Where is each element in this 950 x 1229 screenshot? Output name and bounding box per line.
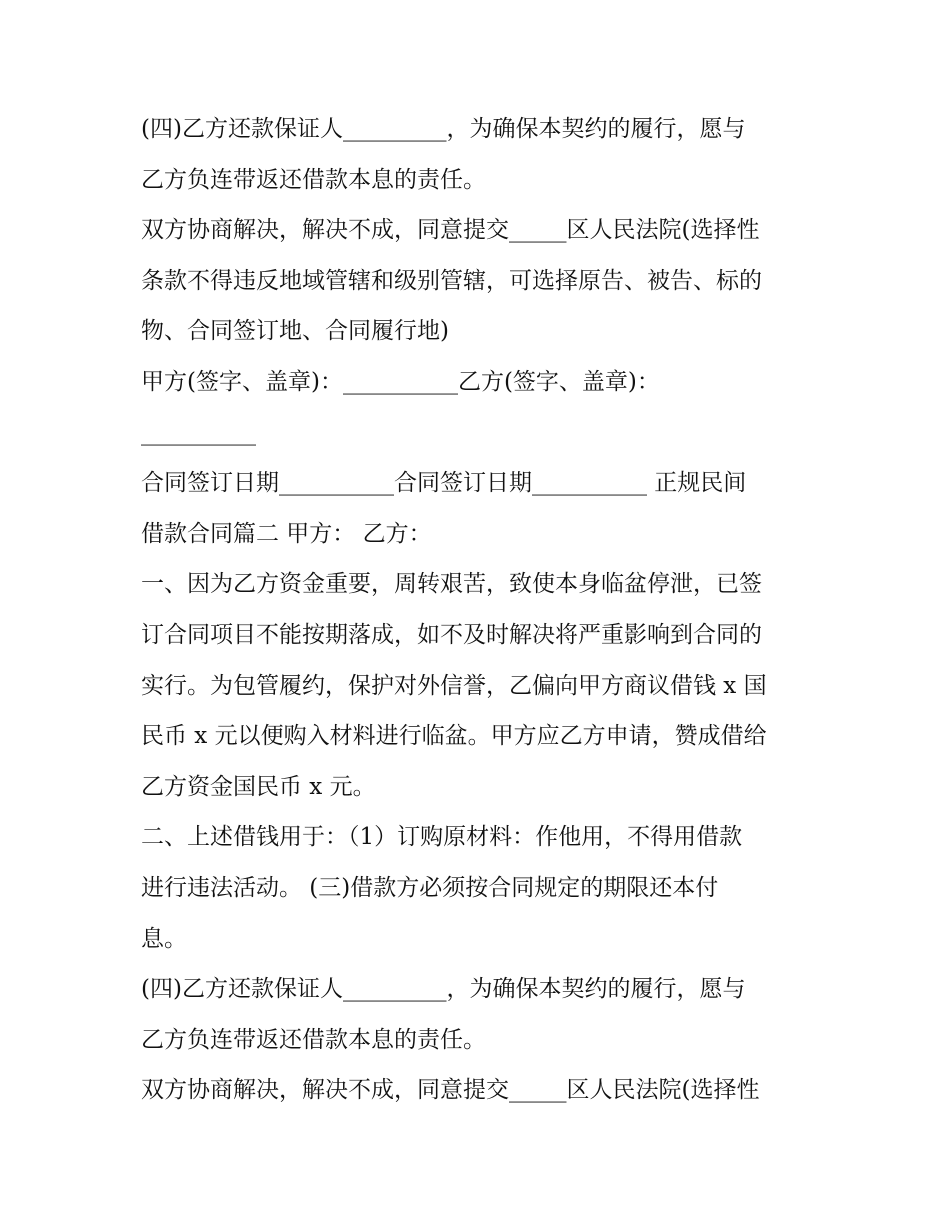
text-line: 二、上述借钱用于：（1）订购原材料：作他用，不得用借款 xyxy=(141,824,743,851)
text-line: 条款不得违反地域管辖和级别管辖，可选择原告、被告、标的 xyxy=(141,267,762,294)
text-line: 乙方负连带返还借款本息的责任。 xyxy=(141,1026,486,1053)
text-line: __________ xyxy=(141,419,256,446)
text-line: 乙方负连带返还借款本息的责任。 xyxy=(141,166,486,193)
text-line: 订合同项目不能按期落成，如不及时解决将严重影响到合同的 xyxy=(141,621,762,648)
text-line: 一、因为乙方资金重要，周转艰苦，致使本身临盆停泄，已签 xyxy=(141,571,762,598)
text-line: (四)乙方还款保证人_________，为确保本契约的履行，愿与 xyxy=(141,976,746,1003)
text-line: 物、合同签订地、合同履行地) xyxy=(141,318,449,345)
text-line: 甲方(签字、盖章)：__________乙方(签字、盖章)： xyxy=(141,368,660,395)
text-line: 民币 x 元以便购入材料进行临盆。甲方应乙方申请，赞成借给 xyxy=(141,723,767,750)
text-line: 息。 xyxy=(141,925,187,952)
text-line: 借款合同篇二 甲方： 乙方： xyxy=(141,520,432,547)
text-line: 双方协商解决，解决不成，同意提交_____区人民法院(选择性 xyxy=(141,217,760,244)
text-line: 进行违法活动。 (三)借款方必须按合同规定的期限还本付 xyxy=(141,874,719,901)
text-line: 乙方资金国民币 x 元。 xyxy=(141,773,376,800)
text-line: (四)乙方还款保证人_________，为确保本契约的履行，愿与 xyxy=(141,116,746,142)
text-line: 实行。为包管履约，保护对外信誉，乙偏向甲方商议借钱 x 国 xyxy=(141,672,767,699)
text-line: 合同签订日期__________合同签订日期__________ 正规民间 xyxy=(141,470,747,497)
document-body xyxy=(141,110,831,1122)
text-line: 双方协商解决，解决不成，同意提交_____区人民法院(选择性 xyxy=(141,1077,760,1104)
